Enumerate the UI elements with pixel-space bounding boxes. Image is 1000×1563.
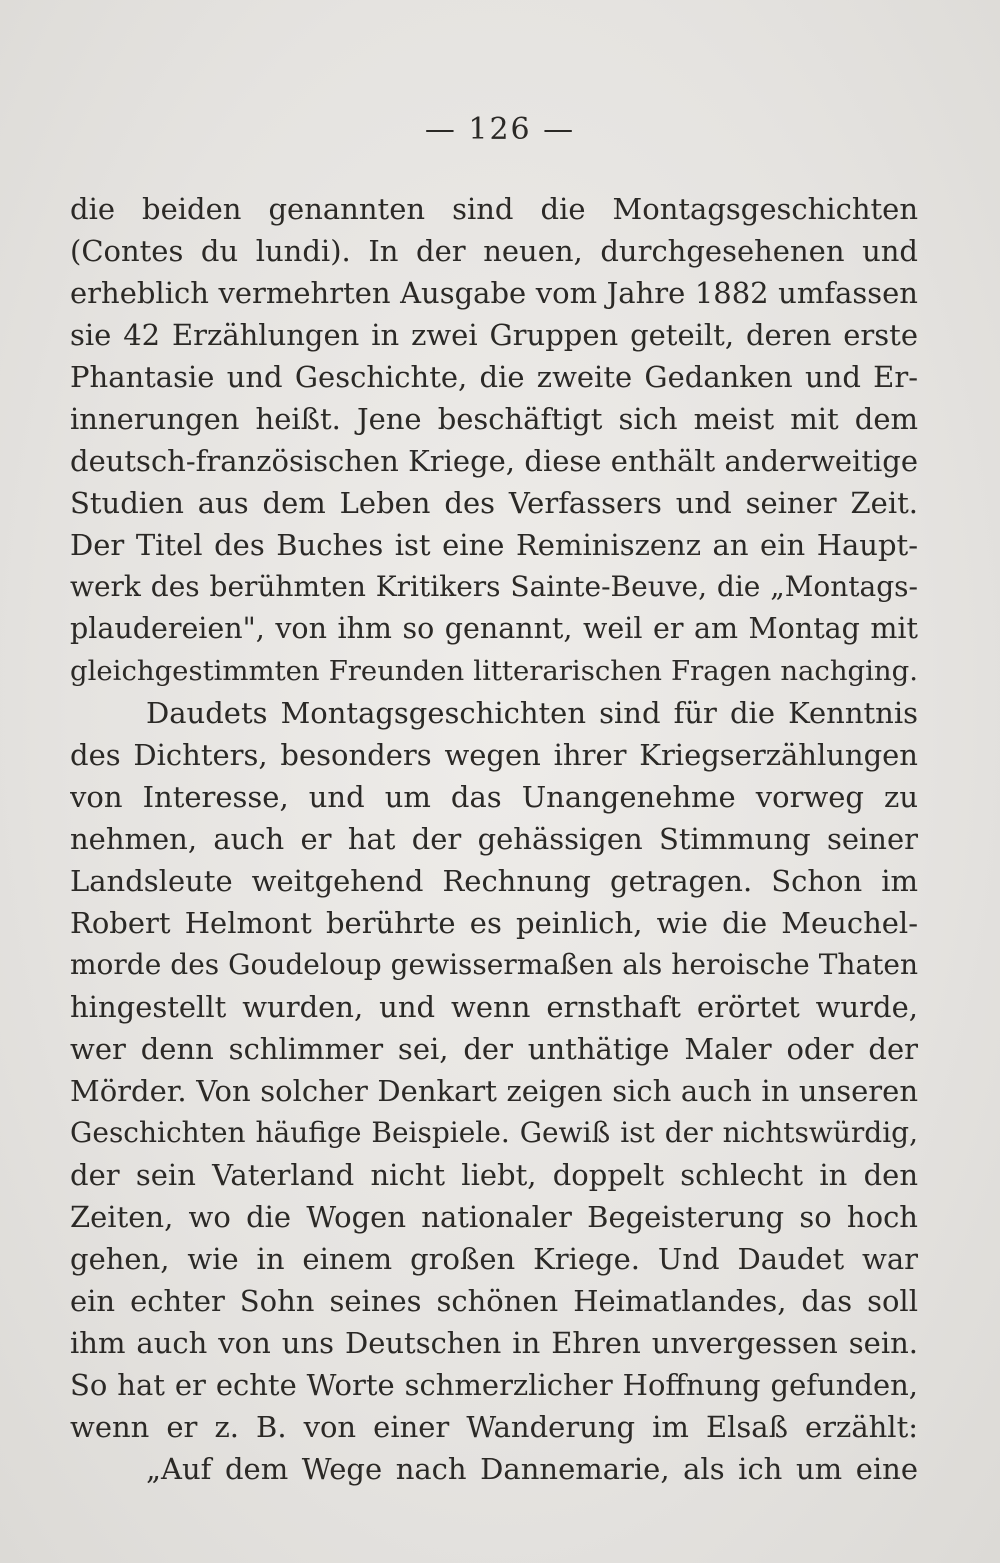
text-line: ein echter Sohn seines schönen Heimatlandes, das soll — [70, 1284, 918, 1318]
text-line: gehen, wie in einem großen Kriege. Und Daudet war — [70, 1242, 918, 1276]
text-line: (Contes du lundi). In der neuen, durchgesehenen und — [70, 234, 918, 268]
text-line: Phantasie und Geschichte, die zweite Gedanken und Er- — [70, 360, 918, 394]
text-line: erheblich vermehrten Ausgabe vom Jahre 1882 umfassen — [70, 276, 918, 310]
text-line: nehmen, auch er hat der gehässigen Stimmung seiner — [70, 822, 918, 856]
page-number: — 126 — — [424, 112, 576, 147]
text-line: die beiden genannten sind die Montagsgeschichten — [70, 192, 918, 226]
text-line: wenn er z. B. von einer Wanderung im Elsaß erzählt: — [70, 1410, 918, 1444]
text-line: plaudereien", von ihm so genannt, weil er am Montag mit — [70, 612, 918, 645]
text-line: Geschichten häufige Beispiele. Gewiß ist der nichtswürdig, — [70, 1116, 918, 1149]
text-line: innerungen heißt. Jene beschäftigt sich meist mit dem — [70, 402, 918, 436]
text-line: So hat er echte Worte schmerzlicher Hoffnung gefunden, — [70, 1368, 918, 1402]
text-line: werk des berühmten Kritikers Sainte-Beuve, die „Montags- — [70, 570, 918, 603]
text-line: hingestellt wurden, und wenn ernsthaft erörtet wurde, — [70, 990, 918, 1024]
text-line: sie 42 Erzählungen in zwei Gruppen geteilt, deren erste — [70, 318, 918, 352]
quote-start-line: „Auf dem Wege nach Dannemarie, als ich um eine — [146, 1452, 918, 1486]
text-line: ihm auch von uns Deutschen in Ehren unvergessen sein. — [70, 1326, 918, 1360]
text-line: von Interesse, und um das Unangenehme vorweg zu — [70, 780, 918, 814]
text-line: Studien aus dem Leben des Verfassers und seiner Zeit. — [70, 486, 918, 520]
text-line: Robert Helmont berührte es peinlich, wie die Meuchel- — [70, 906, 918, 940]
text-line: des Dichters, besonders wegen ihrer Kriegserzählungen — [70, 738, 918, 772]
text-line: wer denn schlimmer sei, der unthätige Maler oder der — [70, 1032, 918, 1066]
text-line: deutsch-französischen Kriege, diese enthält anderweitige — [70, 444, 918, 478]
text-line: der sein Vaterland nicht liebt, doppelt schlecht in den — [70, 1158, 918, 1192]
text-line: Landsleute weitgehend Rechnung getragen. Schon im — [70, 864, 918, 898]
text-line: gleichgestimmten Freunden litterarischen Fragen nachging. — [70, 655, 918, 687]
body-text — [70, 188, 918, 1490]
text-line: morde des Goudeloup gewissermaßen als heroische Thaten — [70, 948, 918, 981]
paragraph-start-line: Daudets Montagsgeschichten sind für die Kenntnis — [146, 696, 918, 730]
text-line: Mörder. Von solcher Denkart zeigen sich auch in unseren — [70, 1074, 918, 1108]
text-line: Der Titel des Buches ist eine Reminiszenz an ein Haupt- — [70, 528, 918, 562]
text-line: Zeiten, wo die Wogen nationaler Begeisterung so hoch — [70, 1200, 918, 1234]
